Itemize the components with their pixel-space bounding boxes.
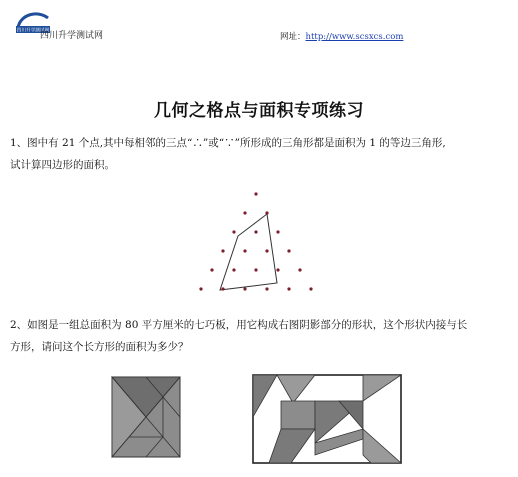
lattice-dot: [199, 287, 202, 290]
lattice-dot: [276, 230, 279, 233]
lattice-dot: [287, 287, 290, 290]
lattice-dot: [221, 249, 224, 252]
question-1-line-2: 试计算四边形的面积。: [10, 159, 115, 171]
question-1-line-1: 1、图中有 21 个点,其中每相邻的三点“∴”或“∵”所形成的三角形都是面积为 1 的等边三角形,: [10, 137, 446, 149]
lattice-dot: [243, 287, 246, 290]
question-2-line-1: 2、如图是一组总面积为 80 平方厘米的七巧板，用它构成右图阴影部分的形状，这个形状内接与长: [10, 319, 468, 331]
page-header: [0, 0, 518, 48]
question-2-line-2: 方形，请问这个长方形的面积为多少？: [10, 341, 189, 353]
lattice-dot: [232, 268, 235, 271]
site-name: 四川升学测试网: [40, 31, 104, 41]
question-2: [10, 314, 506, 358]
url-label: 网址：: [280, 32, 306, 42]
lattice-dot: [232, 230, 235, 233]
tangram-square-figure: [111, 376, 181, 458]
tangram-shape-in-rectangle-figure: [251, 373, 403, 465]
triangle-lattice-figure: [190, 186, 320, 298]
site-url-link[interactable]: http://www.scsxcs.com: [305, 32, 404, 42]
lattice-dot: [254, 268, 257, 271]
lattice-dot: [254, 230, 257, 233]
question-1: [10, 132, 506, 176]
lattice-dot: [276, 268, 279, 271]
svg-text:四川升学测试网: 四川升学测试网: [16, 28, 50, 34]
lattice-dot: [309, 287, 312, 290]
lattice-dot: [221, 287, 224, 290]
lattice-dot: [265, 211, 268, 214]
lattice-dot: [210, 268, 213, 271]
lattice-dot: [265, 249, 268, 252]
lattice-dot: [243, 249, 246, 252]
lattice-dot: [298, 268, 301, 271]
lattice-dot: [254, 192, 257, 195]
lattice-dot: [243, 211, 246, 214]
page-title: 几何之格点与面积专项练习: [154, 101, 364, 121]
lattice-dot: [287, 249, 290, 252]
quadrilateral: [220, 214, 277, 290]
lattice-dot: [265, 287, 268, 290]
site-url-block: [280, 30, 403, 42]
